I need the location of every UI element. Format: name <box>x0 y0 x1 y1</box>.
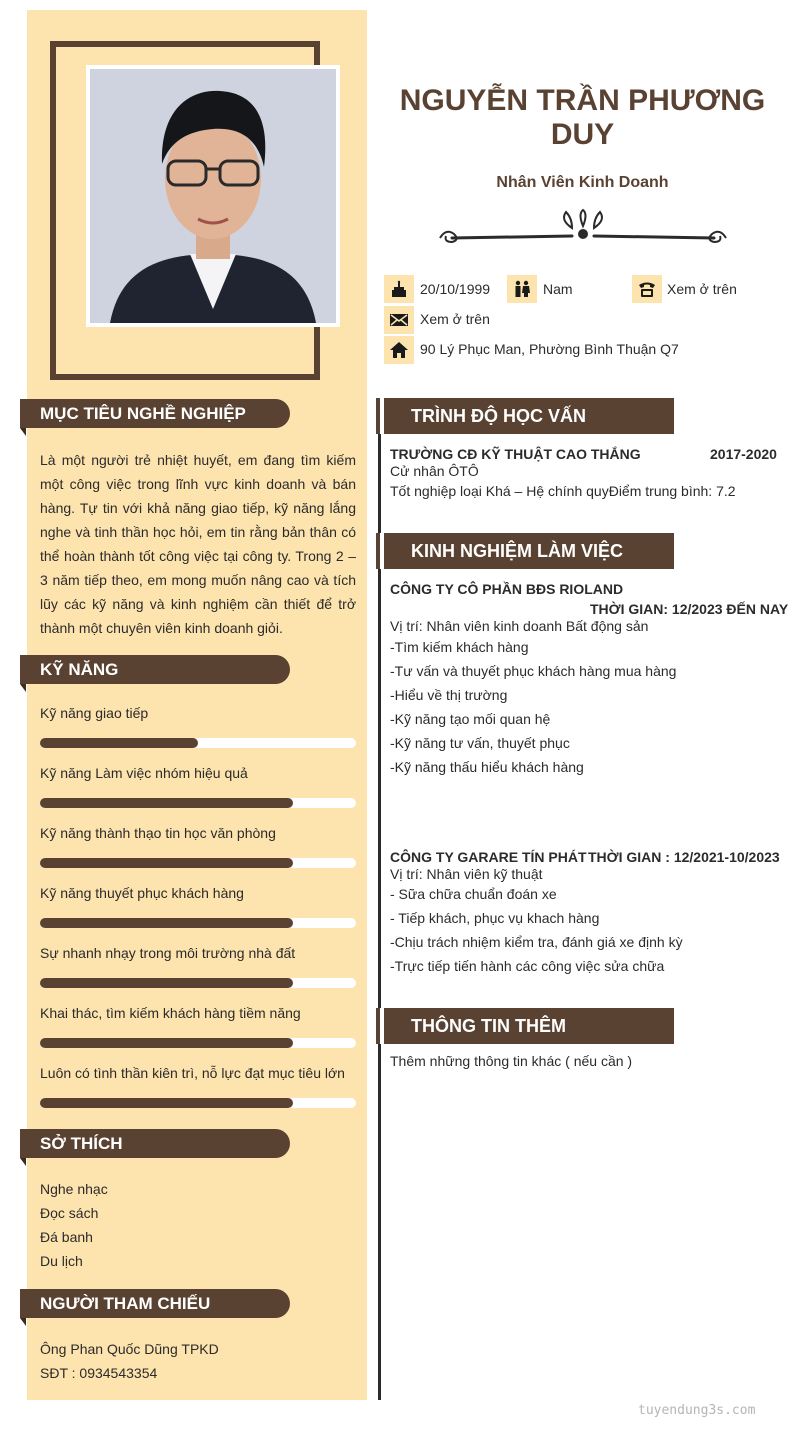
job2-time: THỜI GIAN : 12/2021-10/2023 <box>588 849 780 865</box>
skill-bar <box>40 978 356 988</box>
job1-duty: -Tìm kiếm khách hàng <box>390 639 529 655</box>
extra-info-heading: THÔNG TIN THÊM <box>376 1008 674 1044</box>
skill-bar-fill <box>40 858 293 868</box>
phone-icon <box>632 275 662 303</box>
email-icon <box>384 306 414 334</box>
hobby-item: Nghe nhạc <box>40 1181 108 1197</box>
experience-heading: KINH NGHIỆM LÀM VIỆC <box>376 533 674 569</box>
skill-bar <box>40 1038 356 1048</box>
education-result: Tốt nghiệp loại Khá – Hệ chính quyĐiểm trung bình: 7.2 <box>390 483 736 499</box>
job-title: Nhân Viên Kinh Doanh <box>496 174 669 191</box>
skill-label: Kỹ năng giao tiếp <box>40 705 149 721</box>
watermark: tuyendung3s.com <box>638 1403 756 1418</box>
objective-text: Là một người trẻ nhiệt huyết, em đang tìm kiếm một công việc trong lĩnh vực kinh doanh và bán hàng. Tự tin với khả năng giao tiếp, kỹ năng lắng nghe và tinh thần học hỏi, em tin rằng bản thân có thể hoàn thành tốt công việc tại công ty. Trong 2 – 3 năm tiếp theo, em mong muốn nâng cao và tích lũy các kỹ năng và kinh nghiệm cần thiết để trở thành một chuyên viên kinh doanh giỏi. <box>40 452 356 636</box>
reference-name: Ông Phan Quốc Dũng TPKD <box>40 1341 219 1357</box>
hobbies-heading: SỞ THÍCH <box>20 1129 290 1158</box>
school-name: TRƯỜNG CĐ KỸ THUẬT CAO THẮNG <box>390 446 641 462</box>
address-value: 90 Lý Phục Man, Phường Bình Thuận Q7 <box>420 341 679 357</box>
reference-phone: SĐT : 0934543354 <box>40 1365 158 1381</box>
profile-photo <box>86 65 340 327</box>
portrait-image <box>90 69 336 323</box>
skill-label: Luôn có tình thần kiên trì, nỗ lực đạt mục tiêu lớn <box>40 1065 345 1081</box>
job2-duty: - Tiếp khách, phục vụ khach hàng <box>390 910 600 926</box>
hobby-item: Đá banh <box>40 1229 93 1245</box>
skill-label: Sự nhanh nhạy trong môi trường nhà đất <box>40 945 296 961</box>
objective-heading: MỤC TIÊU NGHỀ NGHIỆP <box>20 399 290 428</box>
job2-duty: -Trực tiếp tiến hành các công việc sửa chữa <box>390 958 665 974</box>
skill-label: Kỹ năng thuyết phục khách hàng <box>40 885 244 901</box>
birthday-cake-icon <box>384 275 414 303</box>
references-heading: NGƯỜI THAM CHIẾU <box>20 1289 290 1318</box>
job1-duty: -Kỹ năng thấu hiểu khách hàng <box>390 759 584 775</box>
skill-bar-fill <box>40 1098 293 1108</box>
skill-bar-fill <box>40 1038 293 1048</box>
skill-bar <box>40 798 356 808</box>
email-value: Xem ở trên <box>420 311 490 327</box>
skill-bar-fill <box>40 918 293 928</box>
job1-duty: -Hiểu về thị trường <box>390 687 508 703</box>
skill-bar <box>40 1098 356 1108</box>
job1-time: THỜI GIAN: 12/2023 ĐẾN NAY <box>590 601 789 617</box>
home-icon <box>384 336 414 364</box>
job1-position: Vị trí: Nhân viên kinh doanh Bất động sản <box>390 618 649 634</box>
skill-label: Kỹ năng Làm việc nhóm hiệu quả <box>40 765 248 781</box>
job1-company: CÔNG TY CÔ PHẦN BĐS RIOLAND <box>390 581 624 597</box>
degree: Cử nhân ÔTÔ <box>390 463 479 479</box>
skills-heading: KỸ NĂNG <box>20 655 290 684</box>
job1-duty: -Tư vấn và thuyết phục khách hàng mua hàng <box>390 663 677 679</box>
candidate-name: NGUYỄN TRẦN PHƯƠNG DUY <box>399 84 766 151</box>
birthday-value: 20/10/1999 <box>420 281 491 297</box>
hobby-item: Du lịch <box>40 1253 83 1269</box>
skill-bar <box>40 738 356 748</box>
ornament-divider-icon <box>432 206 734 252</box>
job2-position: Vị trí: Nhân viên kỹ thuật <box>390 866 543 882</box>
skill-label: Khai thác, tìm kiếm khách hàng tiềm năng <box>40 1005 301 1021</box>
gender-value: Nam <box>543 281 573 297</box>
portrait-illustration <box>90 69 336 323</box>
job1-duty: -Kỹ năng tư vấn, thuyết phục <box>390 735 570 751</box>
job2-company: CÔNG TY GARARE TÍN PHÁT <box>390 849 587 865</box>
skill-label: Kỹ năng thành thạo tin học văn phòng <box>40 825 276 841</box>
skill-bar <box>40 918 356 928</box>
job2-duty: -Chịu trách nhiệm kiểm tra, đánh giá xe định kỳ <box>390 934 683 950</box>
gender-icon <box>507 275 537 303</box>
skill-bar <box>40 858 356 868</box>
phone-value: Xem ở trên <box>667 281 737 297</box>
education-years: 2017-2020 <box>710 446 777 462</box>
job1-duty: -Kỹ năng tạo mối quan hệ <box>390 711 551 727</box>
hobby-item: Đọc sách <box>40 1205 99 1221</box>
job2-duty: - Sữa chữa chuẩn đoán xe <box>390 886 557 902</box>
skill-bar-fill <box>40 738 198 748</box>
extra-info-text: Thêm những thông tin khác ( nếu cần ) <box>390 1053 633 1069</box>
skill-bar-fill <box>40 978 293 988</box>
skill-bar-fill <box>40 798 293 808</box>
education-heading: TRÌNH ĐỘ HỌC VẤN <box>376 398 674 434</box>
